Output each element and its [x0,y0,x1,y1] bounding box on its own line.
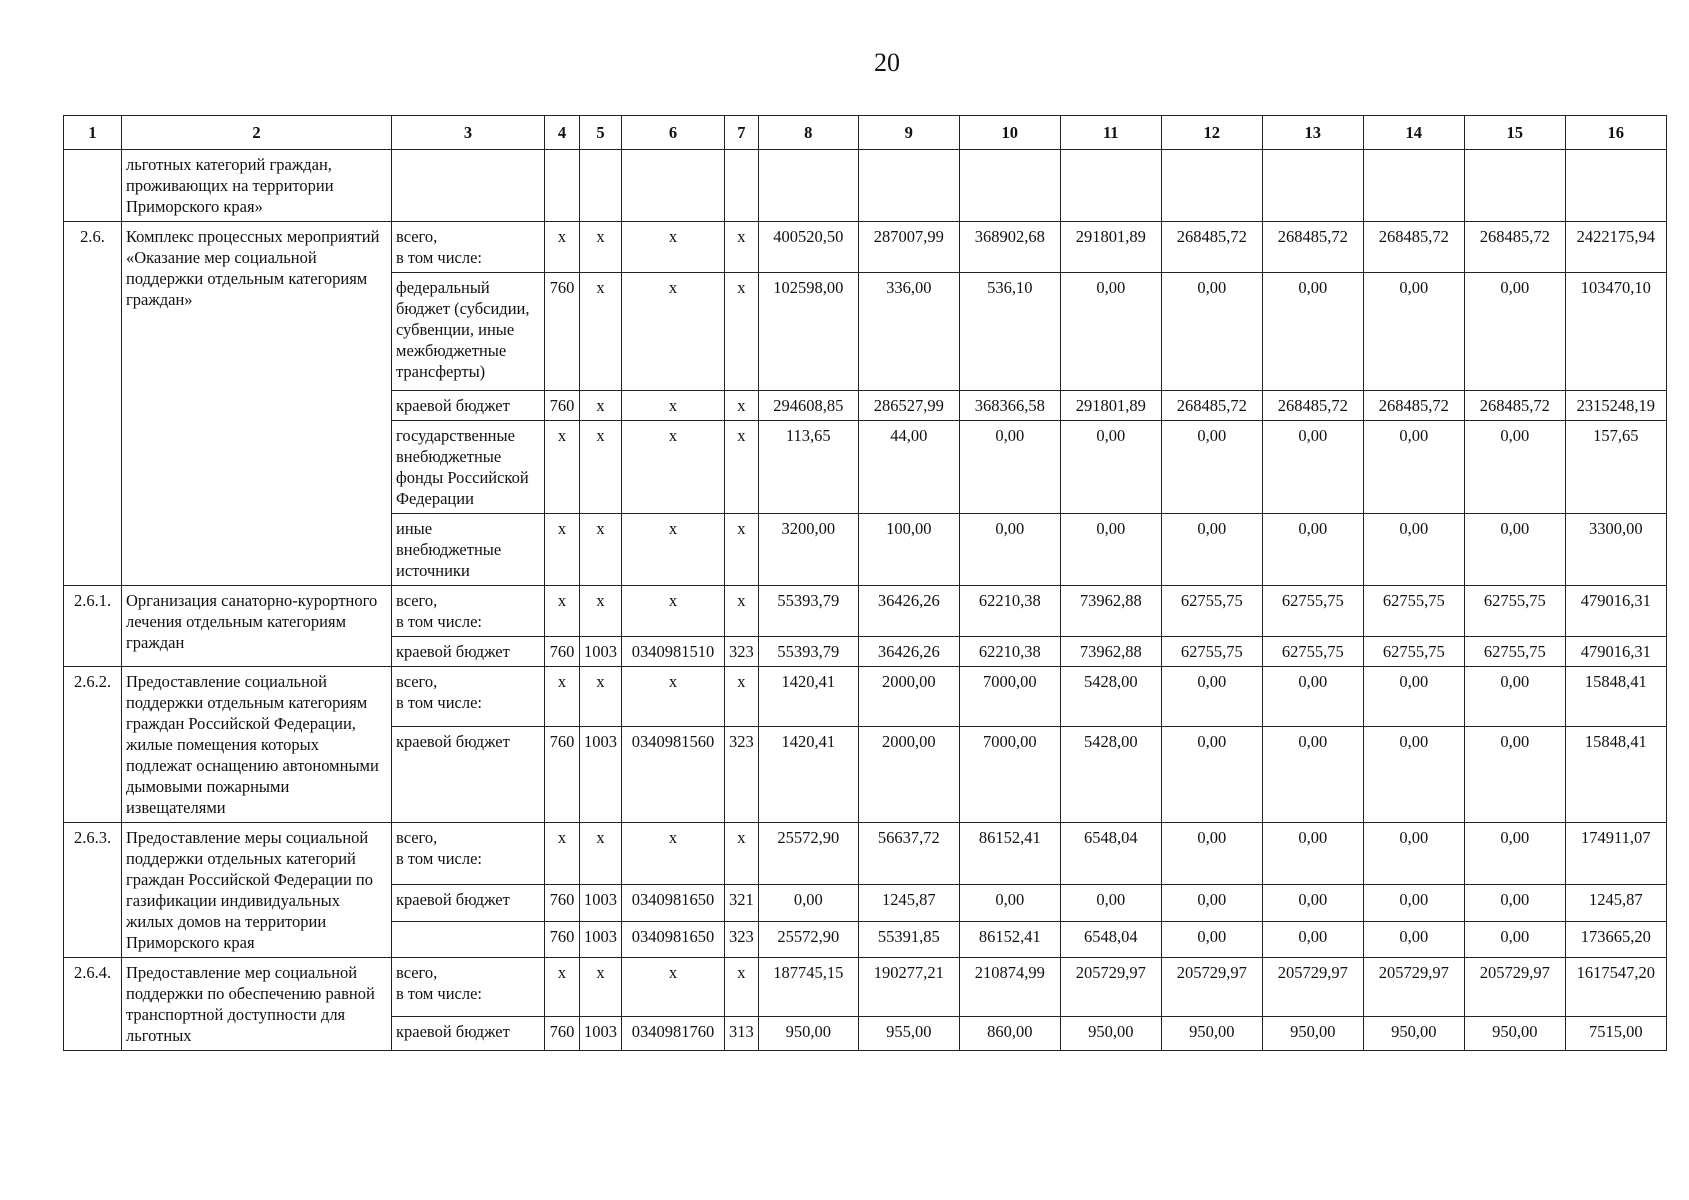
amount-total: 1617547,20 [1565,958,1666,1017]
code-section: x [580,514,622,586]
amount-year: 0,00 [1363,514,1464,586]
amount-year: 3200,00 [758,514,858,586]
amount-year: 7000,00 [959,726,1060,822]
funding-source: всего, в том числе: [392,823,545,885]
amount-year: 0,00 [1464,921,1565,958]
amount-year: 0,00 [1161,823,1262,885]
amount-year: 62755,75 [1262,586,1363,637]
code-grbs: 760 [545,1017,580,1051]
empty-cell [580,150,622,222]
amount-year: 950,00 [758,1017,858,1051]
amount-year: 268485,72 [1161,222,1262,273]
row-number: 2.6.3. [64,823,122,958]
code-expense-type: x [725,421,759,514]
amount-year: 0,00 [1060,421,1161,514]
measure-name: Предоставление социальной поддержки отдельным категориям граждан Российской Федерации, жилые помещения которых подлежат оснащению автономными дымовыми пожарными извещателями [122,667,392,823]
amount-year: 0,00 [959,514,1060,586]
column-header-7: 7 [725,116,759,150]
amount-year: 0,00 [1262,885,1363,921]
amount-year: 950,00 [1363,1017,1464,1051]
code-section: x [580,667,622,727]
amount-year: 73962,88 [1060,586,1161,637]
amount-year: 113,65 [758,421,858,514]
code-expense-type: x [725,391,759,421]
amount-year: 0,00 [1363,921,1464,958]
amount-year: 0,00 [1464,885,1565,921]
amount-year: 0,00 [1363,885,1464,921]
amount-year: 62755,75 [1262,637,1363,667]
code-target-article: x [622,667,725,727]
row-number: 2.6.1. [64,586,122,667]
amount-year: 0,00 [1363,421,1464,514]
code-section: x [580,391,622,421]
amount-year: 268485,72 [1363,391,1464,421]
measure-name: Предоставление меры социальной поддержки отдельных категорий граждан Российской Федерации по газификации индивидуальных жилых домов на территории Приморского края [122,823,392,958]
code-grbs: x [545,667,580,727]
amount-year: 205729,97 [1464,958,1565,1017]
amount-total: 174911,07 [1565,823,1666,885]
empty-cell [1060,150,1161,222]
empty-cell [1161,150,1262,222]
empty-cell [959,150,1060,222]
amount-year: 0,00 [959,885,1060,921]
amount-year: 44,00 [858,421,959,514]
amount-total: 157,65 [1565,421,1666,514]
amount-year: 62210,38 [959,586,1060,637]
amount-year: 1420,41 [758,667,858,727]
amount-year: 1245,87 [858,885,959,921]
amount-year: 102598,00 [758,273,858,391]
amount-year: 210874,99 [959,958,1060,1017]
code-section: 1003 [580,885,622,921]
amount-year: 294608,85 [758,391,858,421]
column-header-3: 3 [392,116,545,150]
code-expense-type: 313 [725,1017,759,1051]
code-grbs: x [545,222,580,273]
amount-year: 0,00 [1161,921,1262,958]
column-header-2: 2 [122,116,392,150]
page-number: 20 [874,48,900,77]
code-target-article: x [622,514,725,586]
empty-cell [725,150,759,222]
amount-year: 0,00 [1161,667,1262,727]
amount-year: 0,00 [1464,667,1565,727]
code-grbs: x [545,823,580,885]
amount-year: 7000,00 [959,667,1060,727]
code-expense-type: x [725,222,759,273]
code-section: 1003 [580,1017,622,1051]
column-header-13: 13 [1262,116,1363,150]
funding-source [392,921,545,958]
column-header-15: 15 [1464,116,1565,150]
empty-cell [1262,150,1363,222]
amount-year: 62210,38 [959,637,1060,667]
amount-year: 860,00 [959,1017,1060,1051]
amount-year: 73962,88 [1060,637,1161,667]
amount-total: 2422175,94 [1565,222,1666,273]
column-header-6: 6 [622,116,725,150]
code-grbs: 760 [545,637,580,667]
amount-year: 5428,00 [1060,726,1161,822]
code-grbs: x [545,421,580,514]
code-grbs: 760 [545,273,580,391]
measure-name: Организация санаторно-курортного лечения отдельным категориям граждан [122,586,392,667]
column-header-16: 16 [1565,116,1666,150]
amount-year: 55393,79 [758,637,858,667]
code-section: x [580,823,622,885]
amount-year: 25572,90 [758,823,858,885]
amount-year: 0,00 [1363,667,1464,727]
amount-year: 0,00 [1060,885,1161,921]
table-row [64,586,1667,637]
amount-year: 0,00 [1464,421,1565,514]
amount-year: 0,00 [1464,273,1565,391]
code-section: x [580,222,622,273]
code-grbs: x [545,586,580,637]
amount-total: 479016,31 [1565,586,1666,637]
amount-year: 0,00 [1262,726,1363,822]
amount-year: 950,00 [1161,1017,1262,1051]
table-row [64,222,1667,273]
code-target-article: 0340981650 [622,921,725,958]
amount-year: 368902,68 [959,222,1060,273]
amount-year: 62755,75 [1161,586,1262,637]
amount-year: 86152,41 [959,921,1060,958]
column-header-1: 1 [64,116,122,150]
table-row [64,150,1667,222]
code-target-article: x [622,273,725,391]
funding-source: краевой бюджет [392,637,545,667]
empty-cell [858,150,959,222]
table-row [64,667,1667,727]
code-grbs: x [545,514,580,586]
amount-year: 2000,00 [858,726,959,822]
amount-year: 0,00 [1161,514,1262,586]
code-expense-type: 323 [725,637,759,667]
amount-year: 55393,79 [758,586,858,637]
amount-total: 479016,31 [1565,637,1666,667]
budget-table [63,115,1667,1051]
column-header-10: 10 [959,116,1060,150]
code-target-article: x [622,958,725,1017]
amount-year: 536,10 [959,273,1060,391]
code-section: x [580,586,622,637]
row-number [64,150,122,222]
measure-name: льготных категорий граждан, проживающих на территории Приморского края» [122,150,392,222]
amount-year: 950,00 [1464,1017,1565,1051]
measure-name: Комплекс процессных мероприятий «Оказание мер социальной поддержки отдельным категориям граждан» [122,222,392,586]
code-target-article: x [622,222,725,273]
code-target-article: 0340981760 [622,1017,725,1051]
code-target-article: 0340981510 [622,637,725,667]
amount-year: 100,00 [858,514,959,586]
amount-year: 0,00 [1262,514,1363,586]
header-row [64,116,1667,150]
amount-year: 62755,75 [1464,637,1565,667]
column-header-12: 12 [1161,116,1262,150]
table-row [64,823,1667,885]
code-expense-type: 323 [725,726,759,822]
amount-total: 7515,00 [1565,1017,1666,1051]
amount-year: 268485,72 [1464,222,1565,273]
amount-year: 190277,21 [858,958,959,1017]
funding-source: всего, в том числе: [392,586,545,637]
amount-year: 400520,50 [758,222,858,273]
funding-source: всего, в том числе: [392,222,545,273]
amount-year: 6548,04 [1060,921,1161,958]
amount-total: 2315248,19 [1565,391,1666,421]
amount-year: 36426,26 [858,637,959,667]
amount-year: 0,00 [1363,273,1464,391]
column-header-5: 5 [580,116,622,150]
code-section: x [580,273,622,391]
funding-source: краевой бюджет [392,391,545,421]
amount-year: 0,00 [1262,823,1363,885]
empty-cell [1464,150,1565,222]
code-target-article: 0340981560 [622,726,725,822]
amount-year: 286527,99 [858,391,959,421]
amount-year: 287007,99 [858,222,959,273]
code-expense-type: x [725,514,759,586]
amount-year: 205729,97 [1161,958,1262,1017]
code-grbs: 760 [545,391,580,421]
amount-year: 0,00 [1363,823,1464,885]
amount-year: 0,00 [1464,514,1565,586]
column-header-4: 4 [545,116,580,150]
amount-year: 268485,72 [1161,391,1262,421]
code-grbs: 760 [545,921,580,958]
empty-cell [1363,150,1464,222]
amount-year: 0,00 [1262,273,1363,391]
funding-source: иные внебюджетные источники [392,514,545,586]
funding-source: всего, в том числе: [392,667,545,727]
amount-year: 62755,75 [1464,586,1565,637]
empty-cell [392,150,545,222]
code-section: 1003 [580,921,622,958]
amount-year: 0,00 [1161,273,1262,391]
amount-year: 0,00 [1262,667,1363,727]
amount-total: 103470,10 [1565,273,1666,391]
amount-total: 1245,87 [1565,885,1666,921]
amount-year: 55391,85 [858,921,959,958]
code-expense-type: x [725,667,759,727]
amount-year: 268485,72 [1464,391,1565,421]
column-header-9: 9 [858,116,959,150]
amount-year: 368366,58 [959,391,1060,421]
amount-year: 1420,41 [758,726,858,822]
code-section: x [580,958,622,1017]
amount-year: 62755,75 [1363,637,1464,667]
amount-total: 173665,20 [1565,921,1666,958]
amount-year: 25572,90 [758,921,858,958]
amount-year: 268485,72 [1262,391,1363,421]
code-target-article: 0340981650 [622,885,725,921]
amount-year: 205729,97 [1262,958,1363,1017]
amount-year: 0,00 [1161,726,1262,822]
code-expense-type: x [725,586,759,637]
empty-cell [758,150,858,222]
code-grbs: x [545,958,580,1017]
amount-year: 0,00 [1363,726,1464,822]
table-row [64,958,1667,1017]
empty-cell [1565,150,1666,222]
amount-year: 187745,15 [758,958,858,1017]
amount-year: 5428,00 [1060,667,1161,727]
column-header-14: 14 [1363,116,1464,150]
code-grbs: 760 [545,885,580,921]
code-grbs: 760 [545,726,580,822]
row-number: 2.6.4. [64,958,122,1051]
amount-year: 291801,89 [1060,222,1161,273]
amount-year: 950,00 [1060,1017,1161,1051]
amount-year: 0,00 [1464,823,1565,885]
amount-year: 0,00 [1161,885,1262,921]
funding-source: государственные внебюджетные фонды Российской Федерации [392,421,545,514]
amount-year: 62755,75 [1161,637,1262,667]
amount-year: 0,00 [1262,921,1363,958]
amount-year: 0,00 [959,421,1060,514]
funding-source: краевой бюджет [392,1017,545,1051]
code-target-article: x [622,421,725,514]
funding-source: федеральный бюджет (субсидии, субвенции, иные межбюджетные трансферты) [392,273,545,391]
row-number: 2.6. [64,222,122,586]
code-expense-type: x [725,958,759,1017]
amount-year: 205729,97 [1363,958,1464,1017]
amount-year: 86152,41 [959,823,1060,885]
code-target-article: x [622,823,725,885]
funding-source: краевой бюджет [392,885,545,921]
code-target-article: x [622,391,725,421]
amount-year: 0,00 [1161,421,1262,514]
amount-year: 268485,72 [1262,222,1363,273]
amount-year: 0,00 [758,885,858,921]
measure-name: Предоставление мер социальной поддержки по обеспечению равной транспортной доступности для льготных [122,958,392,1051]
amount-year: 336,00 [858,273,959,391]
code-target-article: x [622,586,725,637]
amount-year: 268485,72 [1363,222,1464,273]
column-header-8: 8 [758,116,858,150]
amount-year: 0,00 [1060,273,1161,391]
code-expense-type: x [725,823,759,885]
amount-year: 291801,89 [1060,391,1161,421]
amount-year: 955,00 [858,1017,959,1051]
amount-total: 15848,41 [1565,726,1666,822]
amount-year: 205729,97 [1060,958,1161,1017]
code-section: 1003 [580,637,622,667]
amount-year: 2000,00 [858,667,959,727]
code-expense-type: 321 [725,885,759,921]
code-section: 1003 [580,726,622,822]
amount-year: 36426,26 [858,586,959,637]
amount-total: 3300,00 [1565,514,1666,586]
amount-year: 6548,04 [1060,823,1161,885]
empty-cell [545,150,580,222]
row-number: 2.6.2. [64,667,122,823]
amount-total: 15848,41 [1565,667,1666,727]
code-expense-type: 323 [725,921,759,958]
empty-cell [622,150,725,222]
amount-year: 0,00 [1262,421,1363,514]
code-section: x [580,421,622,514]
amount-year: 56637,72 [858,823,959,885]
column-header-11: 11 [1060,116,1161,150]
funding-source: краевой бюджет [392,726,545,822]
code-expense-type: x [725,273,759,391]
amount-year: 950,00 [1262,1017,1363,1051]
amount-year: 0,00 [1060,514,1161,586]
funding-source: всего, в том числе: [392,958,545,1017]
amount-year: 0,00 [1464,726,1565,822]
amount-year: 62755,75 [1363,586,1464,637]
